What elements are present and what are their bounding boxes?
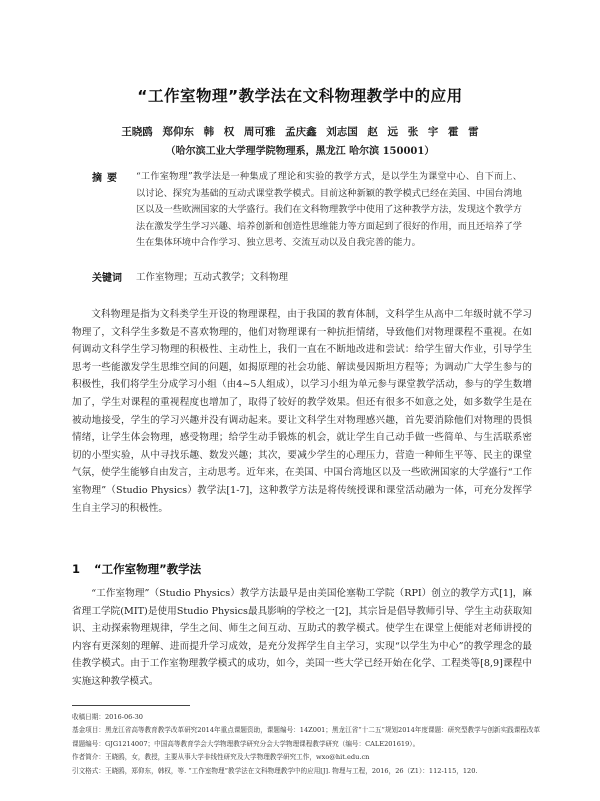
section-1-paragraph: “工作室物理”（Studio Physics）教学方法最早是由美国伦塞勒工学院（RPI）创立的教学方式[1]，麻省理工学院(MIT)是使用Studio Physics最具影响的学校之一[2]，其宗旨是倡导教师引导、学生主动获取知识、主动探索物理规律，学生之间、师生之间互动、互助式的教学模式。使学生在课堂上便能对老师讲授的内容有更深刻的理解、进而提升学习成效，是充分发挥学生自主学习，实现“以学生为中心”的教学理念的最佳教学模式。由于工作室物理教学模式的成功，如今，美国一些大学已经开始在化学、工程类等[8,9]课程中实施这种教学模式。 bbox=[72, 588, 532, 687]
section-1-heading: 1 “工作室物理”教学法 bbox=[72, 562, 202, 576]
intro-paragraph: 文科物理是指为文科类学生开设的物理课程，由于我国的教育体制，文科学生从高中二年级时就不学习物理了，文科学生多数是不喜欢物理的，他们对物理课有一种抗拒情绪，导致他们对物理课程不重视。在如何调动文科学生学习物理的积极性、主动性上，我们一直在不断地改进和尝试：给学生留大作业，引导学生思考一些能激发学生思维空间的问题，如揭原理的社会功能、解读曼因斯坦方程等；为调动广大学生参与的积极性，我们将学生分成学习小组（由4~5人组成），以学习小组为单元参与课堂教学活动，参与的学生数增加了，学生对课程的重视程度也增加了，取得了较好的教学效果。但还有很多不如意之处，如多数学生是在被动地接受，学生的学习兴趣并没有调动起来。要让文科学生对物理感兴趣，首先要消除他们对物理的畏惧情绪，让学生体会物理，感受物理；给学生动手锻炼的机会，就让学生自己动手做一些简单、与生活联系密切的小型实验，从中寻找乐趣、数发兴趣；其次，要减少学生的心理压力，营造一种师生平等、民主的课堂气氛，使学生能够自由发言，主动思考。近年来，在美国、中国台湾地区以及一些欧洲国家的大学盛行“工作室物理”（Studio Physics）教学法[1-7]，这种教学方法是将传统授课和课堂活动融为一体，可充分发挥学生自主学习的积极性。 bbox=[72, 309, 532, 514]
footnote-divider bbox=[72, 705, 190, 706]
footnote-funding: 基金项目：黑龙江省高等教育教学改革研究2014年重点课题资助，课题编号：14Z001；黑龙江省“十二五”规划2014年度课题：研究型教学与创新实践课程改革 bbox=[72, 726, 541, 735]
footnote-author-bio: 作者简介：王晓鸥，女，教授，主要从事大学非线性研究及大学物理教学研究工作，wxo@hit.edu.cn bbox=[72, 753, 370, 762]
author-list: 王晓鸥 郑仰东 韩 权 周可雅 孟庆鑫 刘志国 赵 远 张 宇 霍 雷 bbox=[121, 126, 479, 138]
keywords-label: 关键词 bbox=[92, 273, 122, 284]
footnote-funding-cont: 课题编号：GJG1214007；中国高等教育学会大学物理教学研究分会大学物理课程教学研究（编号：CALE201619）。 bbox=[72, 739, 420, 748]
abstract-text: “工作室物理”教学法是一种集成了理论和实验的教学方式，是以学生为课堂中心、自下而上、以讨论、探究为基础的互动式课堂教学模式。目前这种新颖的教学模式已经在美国、中国台湾地区以及一些欧洲国家的大学盛行。我们在文科物理教学中使用了这种教学方法，发现这个教学方法在激发学生学习兴趣、培养创新和创造性思维能力等方面起到了很好的作用，而且还培养了学生在集体环境中合作学习、独立思考、交流互动以及自我完善的能力。 bbox=[136, 171, 522, 248]
abstract-label: 摘要 bbox=[92, 173, 122, 184]
footnote-received: 收稿日期：2016-06-30 bbox=[72, 713, 143, 721]
paper-title: “工作室物理”教学法在文科物理教学中的应用 bbox=[137, 87, 463, 105]
footnotes bbox=[72, 711, 542, 778]
keywords-text: 工作室物理；互动式教学；文科物理 bbox=[136, 272, 289, 283]
affiliation: （哈尔滨工业大学理学院物理系，黑龙江 哈尔滨 150001） bbox=[165, 146, 435, 157]
footnote-citation: 引文格式：王晓鸥，郑仰东，韩权，等. “工作室物理”教学法在文科物理教学中的应用[J]. 物理与工程，2016，26（Z1）：112-115，120. bbox=[72, 766, 478, 775]
